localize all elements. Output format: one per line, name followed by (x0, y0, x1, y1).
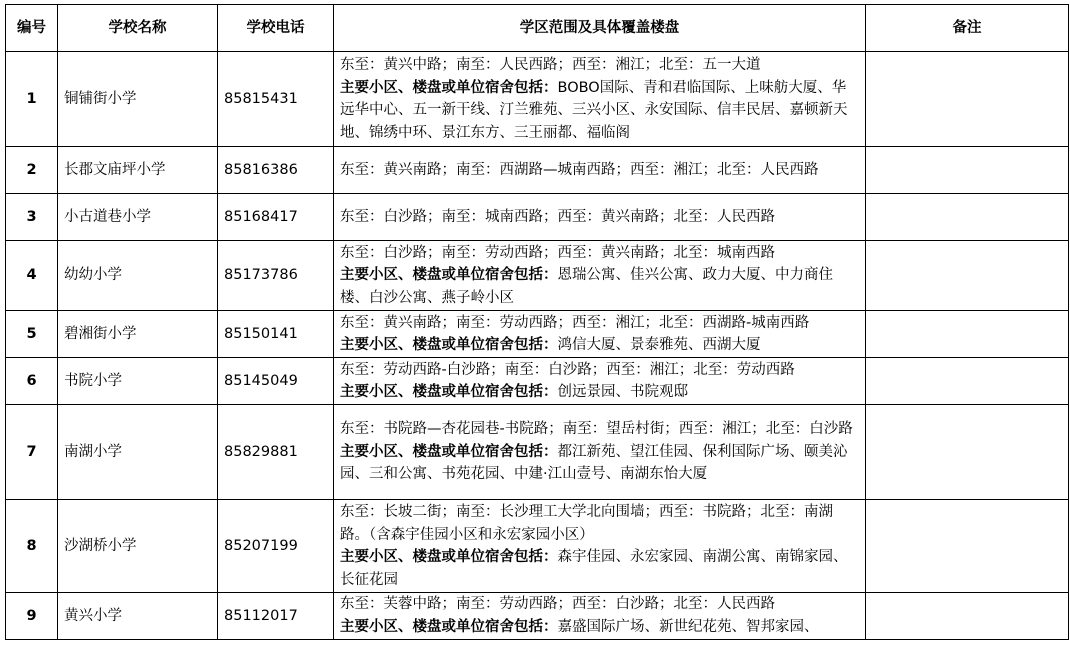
school-name: 沙湖桥小学 (58, 500, 218, 593)
estates-label: 主要小区、楼盘或单位宿舍包括： (340, 267, 558, 284)
estates-label: 主要小区、楼盘或单位宿舍包括： (340, 384, 558, 400)
district-range (334, 52, 866, 147)
estates-label: 主要小区、楼盘或单位宿舍包括： (340, 443, 558, 460)
table-header-row (6, 5, 1069, 52)
row-num: 6 (6, 358, 58, 405)
estates-label: 主要小区、楼盘或单位宿舍包括： (340, 79, 558, 96)
header-note: 备注 (866, 5, 1069, 52)
table-row (6, 147, 1069, 194)
district-bounds: 东至：白沙路；南至：城南西路；西至：黄兴南路；北至：人民西路 (340, 208, 775, 225)
estates-list: 嘉盛国际广场、新世纪花苑、智邦家园、 (557, 618, 819, 635)
row-num: 7 (6, 405, 58, 500)
school-name: 南湖小学 (58, 405, 218, 500)
note-cell (866, 593, 1069, 640)
school-phone: 85829881 (218, 405, 334, 500)
table-row (6, 194, 1069, 241)
table-row (6, 500, 1069, 593)
school-name: 幼幼小学 (58, 241, 218, 311)
note-cell (866, 358, 1069, 405)
estates-list: 森宇佳园、永宏家园、南湖公寓、南锦家园、长征花园 (340, 549, 848, 588)
estates-label: 主要小区、楼盘或单位宿舍包括： (340, 337, 558, 353)
row-num: 1 (6, 52, 58, 147)
table-row (6, 311, 1069, 358)
row-num: 4 (6, 241, 58, 311)
district-range (334, 194, 866, 241)
estates-list: 鸿信大厦、景泰雅苑、西湖大厦 (557, 337, 761, 353)
district-bounds: 东至：白沙路；南至：劳动西路；西至：黄兴南路；北至：城南西路 (340, 244, 775, 261)
district-bounds: 东至：黄兴中路；南至：人民西路；西至：湘江；北至：五一大道 (340, 57, 761, 73)
school-phone: 85150141 (218, 311, 334, 358)
district-range (334, 147, 866, 194)
estates-label: 主要小区、楼盘或单位宿舍包括： (340, 618, 558, 635)
row-num: 3 (6, 194, 58, 241)
school-phone: 85816386 (218, 147, 334, 194)
note-cell (866, 194, 1069, 241)
school-name: 长郡文庙坪小学 (58, 147, 218, 194)
header-school-name: 学校名称 (58, 5, 218, 52)
district-bounds: 东至：长坡二街；南至：长沙理工大学北向围墙；西至：书院路；北至：南湖路。（含森宇佳园小区和永宏家园小区） (340, 504, 833, 543)
header-school-phone: 学校电话 (218, 5, 334, 52)
estates-list: BOBO国际、青和君临国际、上味舫大厦、华远华中心、五一新干线、汀兰雅苑、三兴小区、永安国际、信丰民居、嘉顿新天地、锦绣中环、景江东方、三王丽都、福临阁 (340, 79, 848, 141)
district-range (334, 500, 866, 593)
district-bounds: 东至：书院路—杏花园巷-书院路；南至：望岳村街；西至：湘江；北至：白沙路 (340, 421, 853, 438)
table-row (6, 241, 1069, 311)
school-name: 小古道巷小学 (58, 194, 218, 241)
note-cell (866, 147, 1069, 194)
table-row (6, 405, 1069, 500)
note-cell (866, 311, 1069, 358)
school-phone: 85168417 (218, 194, 334, 241)
district-range (334, 593, 866, 640)
school-name: 碧湘街小学 (58, 311, 218, 358)
estates-list: 创远景园、书院观邸 (557, 384, 688, 400)
header-num: 编号 (6, 5, 58, 52)
district-bounds: 东至：芙蓉中路；南至：劳动西路；西至：白沙路；北至：人民西路 (340, 596, 775, 612)
note-cell (866, 405, 1069, 500)
district-range (334, 358, 866, 405)
district-bounds: 东至：黄兴南路；南至：劳动西路；西至：湘江；北至：西湖路-城南西路 (340, 314, 810, 331)
note-cell (866, 500, 1069, 593)
table-row (6, 593, 1069, 640)
table-row (6, 52, 1069, 147)
school-phone: 85173786 (218, 241, 334, 311)
district-bounds: 东至：黄兴南路；南至：西湖路—城南西路；西至：湘江；北至：人民西路 (340, 161, 819, 178)
estates-list: 都江新苑、望江佳园、保利国际广场、颐美沁园、三和公寓、书苑花园、中建·江山壹号、南湖东怡大厦 (340, 443, 848, 483)
table-row (6, 358, 1069, 405)
school-phone: 85145049 (218, 358, 334, 405)
school-phone: 85207199 (218, 500, 334, 593)
row-num: 5 (6, 311, 58, 358)
row-num: 8 (6, 500, 58, 593)
district-range (334, 311, 866, 358)
district-bounds: 东至：劳动西路-白沙路；南至：白沙路；西至：湘江；北至：劳动西路 (340, 361, 795, 378)
row-num: 9 (6, 593, 58, 640)
note-cell (866, 52, 1069, 147)
school-phone: 85112017 (218, 593, 334, 640)
school-name: 铜铺街小学 (58, 52, 218, 147)
note-cell (866, 241, 1069, 311)
estates-label: 主要小区、楼盘或单位宿舍包括： (340, 549, 558, 565)
school-name: 黄兴小学 (58, 593, 218, 640)
school-district-table (5, 4, 1069, 640)
school-phone: 85815431 (218, 52, 334, 147)
district-range (334, 241, 866, 311)
district-range (334, 405, 866, 500)
row-num: 2 (6, 147, 58, 194)
estates-list: 恩瑞公寓、佳兴公寓、政力大厦、中力商住楼、白沙公寓、燕子岭小区 (340, 267, 833, 306)
header-district-range: 学区范围及具体覆盖楼盘 (334, 5, 866, 52)
school-name: 书院小学 (58, 358, 218, 405)
